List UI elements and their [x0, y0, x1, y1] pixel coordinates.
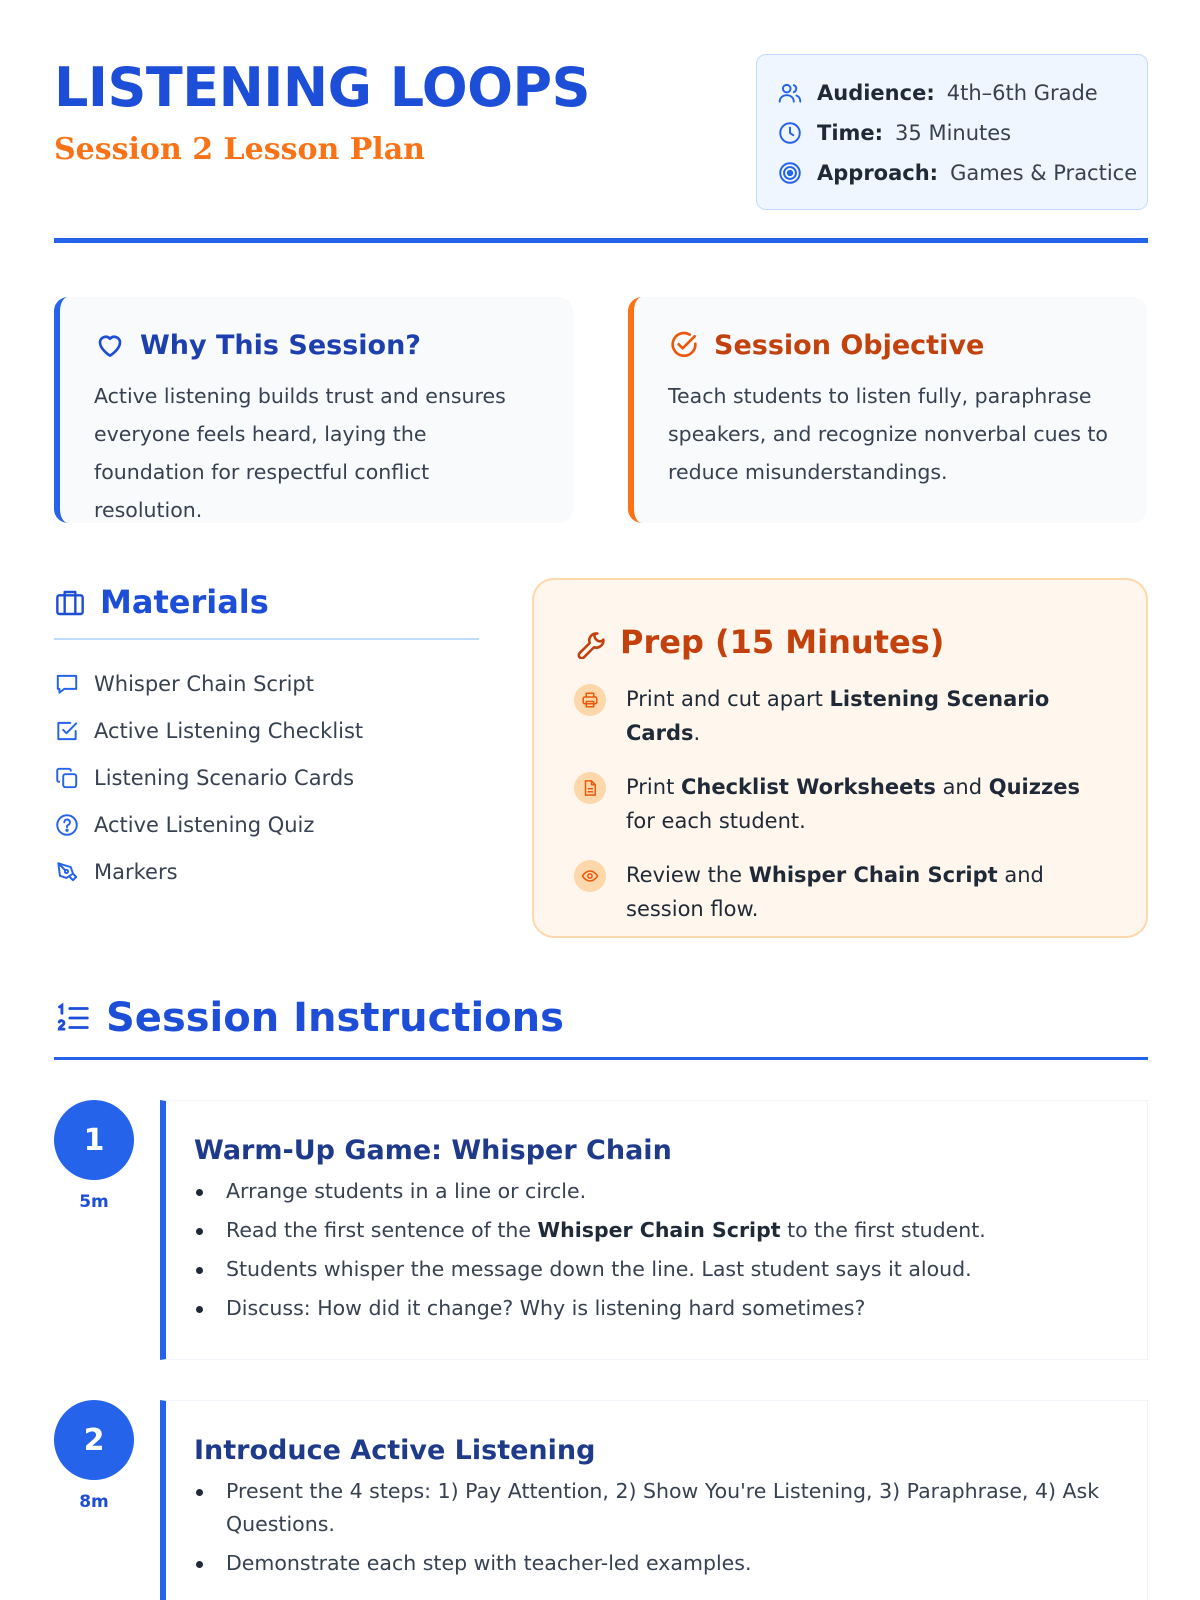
step-bullets [194, 1175, 1119, 1325]
prep-item-text: Print Checklist Worksheets and Quizzes for each student. [626, 775, 1080, 833]
material-item [54, 801, 479, 848]
material-item [54, 848, 479, 895]
material-label: Whisper Chain Script [94, 671, 314, 696]
list-item: Students whisper the message down the line. Last student says it aloud. [194, 1253, 1119, 1286]
prep-item [574, 770, 1106, 838]
material-label: Active Listening Checklist [94, 718, 364, 743]
header-divider [54, 238, 1148, 243]
meta-label: Time: [817, 121, 884, 145]
meta-label: Audience: [817, 81, 935, 105]
checkbox-icon [54, 718, 80, 744]
target-icon [777, 160, 803, 186]
eye-icon [574, 860, 606, 892]
page-title: LISTENING LOOPS [54, 56, 590, 119]
session-objective-title: Session Objective [714, 329, 985, 361]
list-item: Demonstrate each step with teacher-led examples. [194, 1547, 1119, 1580]
step-title: Introduce Active Listening [194, 1435, 596, 1466]
list-item: Discuss: How did it change? Why is listening hard sometimes? [194, 1292, 1119, 1325]
why-session-header [94, 323, 543, 367]
question-icon [54, 812, 80, 838]
meta-value: 35 Minutes [895, 121, 1012, 145]
heart-icon [94, 329, 126, 361]
list-item: Present the 4 steps: 1) Pay Attention, 2) Show You're Listening, 3) Paraphrase, 4) Ask Questions. [194, 1475, 1119, 1541]
material-item [54, 754, 479, 801]
step-bullets [194, 1475, 1119, 1580]
materials-title: Materials [100, 583, 269, 621]
meta-audience [777, 73, 1127, 113]
step-body [160, 1100, 1148, 1360]
wrench-icon [574, 625, 608, 659]
material-label: Listening Scenario Cards [94, 765, 355, 790]
session-instructions-title: Session Instructions [106, 995, 564, 1041]
step-title: Warm-Up Game: Whisper Chain [194, 1135, 672, 1166]
lesson-plan-page [54, 0, 1148, 1600]
why-session-text: Active listening builds trust and ensures everyone feels heard, laying the foundation for respectful conflict resolution. [94, 384, 506, 522]
page-subtitle: Session 2 Lesson Plan [54, 132, 425, 167]
material-label: Markers [94, 859, 178, 884]
session-meta-box [756, 54, 1148, 210]
document-icon [574, 772, 606, 804]
material-item [54, 707, 479, 754]
session-objective-header [668, 323, 1117, 367]
list-item: Read the first sentence of the Whisper Chain Script to the first student. [194, 1214, 1119, 1247]
prep-item [574, 682, 1106, 750]
prep-item-text: Review the Whisper Chain Script and session flow. [626, 863, 1044, 921]
session-instructions-header [54, 990, 564, 1046]
prep-title: Prep (15 Minutes) [620, 623, 945, 661]
prep-header [574, 618, 1106, 666]
why-session-card [54, 297, 573, 523]
material-label: Active Listening Quiz [94, 812, 315, 837]
users-icon [777, 80, 803, 106]
prep-card [532, 578, 1148, 938]
step-number-badge: 1 [54, 1100, 134, 1180]
step-body [160, 1400, 1148, 1600]
pen-tool-icon [54, 859, 80, 885]
meta-label: Approach: [817, 161, 939, 185]
materials-header [54, 578, 479, 626]
step-number-badge: 2 [54, 1400, 134, 1480]
session-objective-card [628, 297, 1147, 523]
meta-value: 4th–6th Grade [946, 81, 1098, 105]
numbered-list-icon [54, 999, 92, 1037]
material-item [54, 660, 479, 707]
step-duration: 8m [79, 1492, 109, 1512]
meta-time [777, 113, 1127, 153]
list-item: Arrange students in a line or circle. [194, 1175, 1119, 1208]
message-icon [54, 671, 80, 697]
briefcase-icon [54, 586, 86, 618]
session-objective-text: Teach students to listen fully, paraphrase speakers, and recognize nonverbal cues to reduce misunderstandings. [668, 384, 1108, 484]
meta-approach [777, 153, 1138, 193]
prep-item [574, 858, 1106, 926]
clock-icon [777, 120, 803, 146]
prep-item-text: Print and cut apart Listening Scenario Cards. [626, 687, 1050, 745]
materials-section [54, 578, 479, 895]
printer-icon [574, 684, 606, 716]
session-instructions-divider [54, 1057, 1148, 1060]
materials-divider [54, 638, 479, 640]
copy-icon [54, 765, 80, 791]
meta-value: Games & Practice [950, 161, 1138, 185]
why-session-title: Why This Session? [140, 329, 421, 361]
step-duration: 5m [79, 1192, 109, 1212]
check-circle-icon [668, 329, 700, 361]
